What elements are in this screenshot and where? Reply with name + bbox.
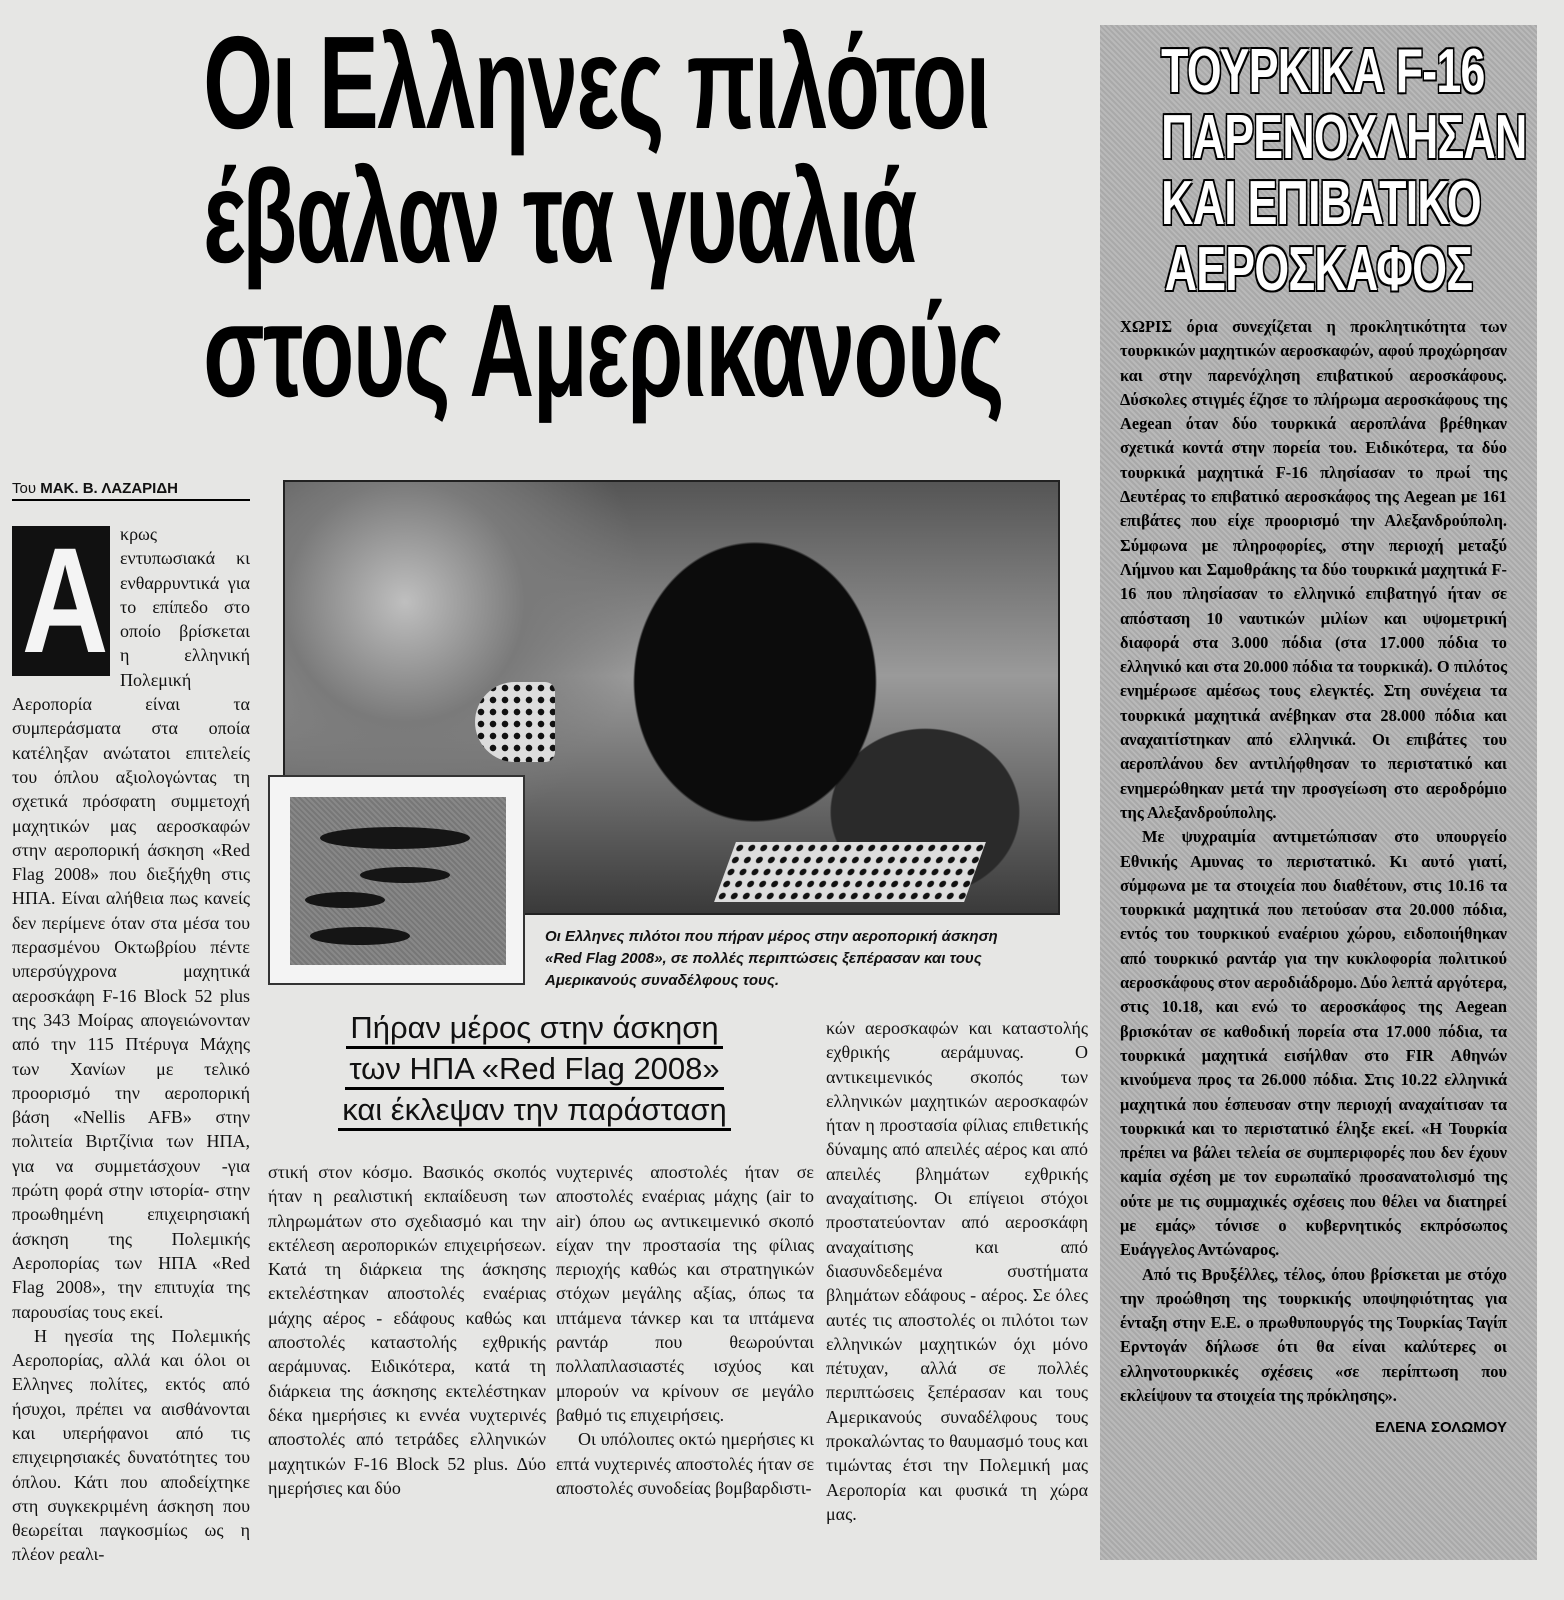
subheadline-line: των ΗΠΑ «Red Flag 2008» xyxy=(345,1050,723,1090)
article-paragraph: Οι υπόλοιπες οκτώ ημερήσιες κι επτά νυχτερινές αποστολές ήταν σε αποστολές συνοδείας βομβαρδιστι- xyxy=(556,1429,814,1498)
headline-line: Οι Ελληνες πιλότοι xyxy=(203,9,990,156)
jet-icon xyxy=(305,892,385,908)
article-column-3 xyxy=(556,1160,814,1500)
article-column-1 xyxy=(12,522,250,1567)
sidebar-title-line: ΠΑΡΕΝΟΧΛΗΣΑΝ xyxy=(1161,103,1527,172)
headline-line: έβαλαν τα γυαλιά xyxy=(203,143,916,290)
byline-prefix: Του xyxy=(12,480,37,497)
subheadline-line: και έκλεψαν την παράσταση xyxy=(338,1091,731,1131)
subheadline xyxy=(322,1008,747,1131)
headline-line: στους Αμερικανούς xyxy=(203,277,1004,424)
sidebar-paragraph: ΧΩΡΙΣ όρια συνεχίζεται η προκλητικότητα των τουρκικών μαχητικών αεροσκαφών, αφού προχώρησαν και στην παρενόχληση επιβατικού αεροσκάφους. Δύσκολες στιγμές έζησε το πλήρωμα αεροσκάφους της Aegean όταν δύο τουρκικά αεροπλάνα βρέθηκαν σχετικά κοντά στην πορεία του. Ειδικότερα, τα δύο τουρκικά μαχητικά F-16 πλησίασαν το πρωί της Δευτέρας το επιβατικό αεροσκάφος της Aegean με 161 επιβάτες που είχε προορισμό την Αλεξανδρούπολη. Σύμφωνα με πληροφορίες, στην περιοχή μεταξύ Λήμνου και Σαμοθράκης τα δύο τουρκικά μαχητικά F-16 που πλησίασαν το ελληνικό επιβατηγό ήταν σε απόσταση 10 ναυτικών μιλίων και υψομετρική διαφορά στα 3.000 πόδια (στα 17.000 πόδια το ελληνικό και στα 20.000 πόδια τα τουρκικά). Ο πιλότος ενημέρωσε αμέσως τους ελεγκτές. Στη συνέχεια τα τουρκικά μαχητικά ανέβηκαν στα 28.000 πόδια και αναχαιτίστηκαν από ελληνικά. Οι επιβάτες του αεροπλάνου δεν αντιλήφθησαν το περιστατικό και ενημερώθηκαν μετά την προσγείωση στο αεροδρόμιο της Αλεξανδρούπολης. xyxy=(1120,317,1507,822)
tanker-plane-icon xyxy=(320,827,470,849)
sidebar-title-line: ΚΑΙ ΕΠΙΒΑΤΙΚΟ xyxy=(1161,169,1481,238)
subheadline-line: Πήραν μέρος στην άσκηση xyxy=(346,1009,722,1049)
article-paragraph: κρως εντυπωσιακά κι ενθαρρυντικά για το επίπεδο στο οποίο βρίσκεται η ελληνική Πολεμική Αεροπορία είναι τα συμπεράσματα στα οποία κατέληξαν ανώτατοι επιτελείς του όπλου αξιολογώντας τη σχετικά πρόσφατη συμμετοχή μαχητικών μας αεροσκαφών στην αεροπορική άσκηση «Red Flag 2008» που διεξήχθη στις ΗΠΑ. Είναι αλήθεια πως κανείς δεν περίμενε όταν στα μέσα του περασμένου Οκτωβρίου πέντε υπερσύγχρονα μαχητικά αεροσκάφη F-16 Block 52 plus της 343 Μοίρας απογειώνονταν από την 115 Πτέρυγα Μάχης των Χανίων με τελικό προορισμό την αεροπορική βάση «Nellis AFB» στην πολιτεία Βιρτζίνια των ΗΠΑ, για να συμμετάσχουν -για πρώτη φορά στην ιστορία- στην προωθημένη επιχειρησιακή άσκηση της Πολεμικής Αεροπορίας των ΗΠΑ «Red Flag 2008», την επιτυχία της παρουσίας τους εκεί. xyxy=(12,524,250,1322)
photo-detail xyxy=(475,682,555,762)
byline-author: ΜΑΚ. Β. ΛΑΖΑΡΙΔΗ xyxy=(40,480,178,497)
refuel-inset-photo xyxy=(268,775,525,985)
article-paragraph: νυχτερινές αποστολές ήταν σε αποστολές εναέριας μάχης (air to air) όπου ως αντικειμενικό σκοπό είχαν την προστασία της φίλιας περιοχής καθώς και στρατηγικών στόχων μεγάλης αξίας, όπως τα ιπτάμενα τάνκερ και τα ιπτάμενα ραντάρ που θεωρούνται πολλαπλασιαστές ισχύος και μπορούν να κρίνουν σε μεγάλο βαθμό τις επιχειρήσεις. xyxy=(556,1162,814,1425)
headline xyxy=(40,9,1060,424)
article-paragraph: στική στον κόσμο. Βασικός σκοπός ήταν η ρεαλιστική εκπαίδευση των πληρωμάτων στο σχεδιασμό και την εκτέλεση αεροπορικών επιχειρήσεων. Κατά τη διάρκεια της άσκησης εκτελέστηκαν αποστολές εναέριας μάχης αέρος - εδάφους καθώς και αποστολές καταστολής εχθρικής αεράμυνας. Ειδικότερα, κατά τη διάρκεια της άσκησης εκτελέστηκαν δέκα ημερήσιες κι εννέα νυχτερινές αποστολές από τετράδες ελληνικών μαχητικών F-16 Block 52 plus. Δύο ημερήσιες και δύο xyxy=(268,1162,546,1498)
sidebar-paragraph: Από τις Βρυξέλλες, τέλος, όπου βρίσκεται με στόχο την προώθηση της τουρκικής υποψηφιότητας για ένταξη στην Ε.Ε. ο πρωθυπουργός της Τουρκίας Ταγίπ Ερντογάν δήλωσε ότι θα είναι καλύτερες οι ελληνοτουρκικές σχέσεις «σε περίπτωση που εκλείψουν τα στοιχεία της πρόκλησης». xyxy=(1120,1264,1507,1406)
sidebar-title-line: ΑΕΡΟΣΚΑΦΟΣ xyxy=(1164,235,1473,304)
sidebar-title xyxy=(1100,39,1537,303)
photo-caption: Οι Ελληνες πιλότοι που πήραν μέρος στην αεροπορική άσκηση «Red Flag 2008», σε πολλές περιπτώσεις ξεπέρασαν και τους Αμερικανούς συναδέλφους τους. xyxy=(545,928,998,989)
drop-cap-letter: Α xyxy=(21,526,109,676)
sidebar-author: ΕΛΕΝΑ ΣΟΛΩΜΟΥ xyxy=(1375,1419,1507,1437)
article-column-2 xyxy=(268,1160,546,1500)
drop-cap xyxy=(12,526,110,676)
sidebar-body xyxy=(1120,315,1507,1441)
article-column-4 xyxy=(826,1016,1088,1526)
aircraft-image xyxy=(290,797,506,965)
sidebar-box xyxy=(1100,25,1537,1560)
byline xyxy=(12,480,250,501)
article-paragraph: κών αεροσκαφών και καταστολής εχθρικής αεράμυνας. Ο αντικειμενικός σκοπός των ελληνικών μαχητικών αεροσκαφών ήταν η προστασία φίλιας επιθετικής δύναμης από απειλές αέρος και από απειλές βλημάτων εχθρικής αναχαίτισης. Οι επίγειοι στόχοι προστατεύονταν από αεροσκάφη αναχαίτισης και από διασυνδεδεμένα συστήματα βλημάτων εδάφους - αέρος. Σε όλες αυτές τις αποστολές οι πιλότοι των ελληνικών μαχητικών όχι μόνο πέτυχαν, αλλά σε πολλές περιπτώσεις ξεπέρασαν και τους Αμερικανούς συναδέλφους τους προκαλώντας το θαυμασμό τους και τιμώντας έτσι την Πολεμική μας Αεροπορία και φυσικά τη χώρα μας. xyxy=(826,1018,1089,1524)
sidebar-title-line: ΤΟΥΡΚΙΚΑ F-16 xyxy=(1161,37,1485,106)
article-paragraph: Η ηγεσία της Πολεμικής Αεροπορίας, αλλά και όλοι οι Ελληνες πολίτες, εκτός από ήσυχοι, πρέπει να αισθάνονται και υπερήφανοι από τις επιχειρησιακές δυνατότητες του όπλου. Κάτι που αποδείχτηκε στη συγκεκριμένη άσκηση που θεωρείται παγκοσμίως ως η πλέον ρεαλι- xyxy=(12,1325,250,1565)
sidebar-paragraph: Με ψυχραιμία αντιμετώπισαν στο υπουργείο Εθνικής Αμυνας το περιστατικό. Κι αυτό γιατί, σύμφωνα με τα στοιχεία που διαθέτουν, στις 10.16 τα τουρκικά μαχητικά που πετούσαν στα 20.000 πόδια, εντός του τουρκικού εναέριου χώρου, ειδοποιήθηκαν από τουρκικό ραντάρ για την κυκλοφορία πολιτικού αεροσκάφους στον αεροδιάδρομο. Δύο λεπτά αργότερα, στις 10.18, και ενώ το αεροσκάφος της Aegean βρισκόταν σε καθοδική πορεία στα 17.000 πόδια, τα τουρκικά μαχητικά εισήλθαν στο FIR Αθηνών κινούμενα προς τα 26.000 πόδια. Στις 10.22 ελληνικά μαχητικά που έσπευσαν στην περιοχή αναχαίτισαν τα τουρκικά και το περιστατικό έληξε εκεί. «Η Τουρκία πρέπει να βάλει τελεία σε συμπεριφορές που δεν έχουν καμία σχέση με τον ευρωπαϊκό προσανατολισμό της ούτε με τις συμμαχικές σχέσεις που θέλει να διατηρεί με εμάς» τόνισε ο κυβερνητικός εκπρόσωπος Ευάγγελος Αντώναρος. xyxy=(1120,827,1507,1260)
jet-icon xyxy=(310,927,410,945)
jet-icon xyxy=(360,867,450,883)
photo-detail xyxy=(714,842,986,902)
